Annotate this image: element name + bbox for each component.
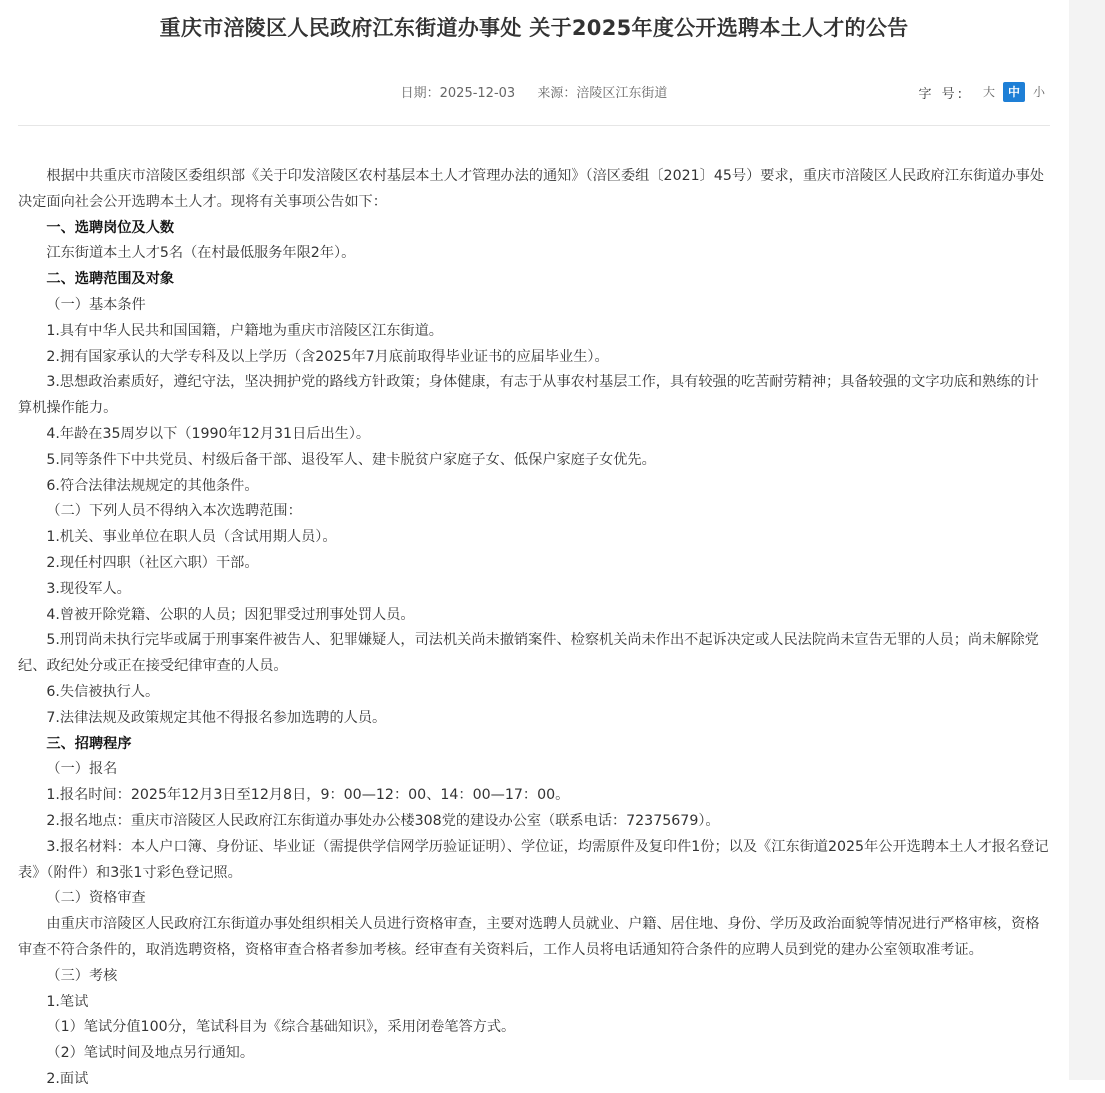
subsection-heading: （二）下列人员不得纳入本次选聘范围：: [46, 503, 302, 520]
article-page: [18, 0, 1050, 1087]
font-size-small-button[interactable]: 小: [1032, 85, 1045, 99]
list-item: 6.符合法律法规规定的其他条件。: [46, 477, 259, 494]
subsection-heading: （二）资格审查: [46, 890, 146, 907]
page-title: 重庆市涪陵区人民政府江东街道办事处 关于2025年度公开选聘本土人才的公告: [159, 16, 909, 40]
list-item: 6.失信被执行人。: [46, 683, 160, 700]
font-size-medium-button[interactable]: 中: [1003, 82, 1025, 102]
article-meta: [18, 82, 1050, 101]
article-body: [18, 164, 1050, 1093]
subsection-heading: （一）报名: [46, 761, 118, 778]
paragraph: 江东街道本土人才5名（在村最低服务年限2年）。: [46, 245, 356, 262]
section-heading: 三、招聘程序: [46, 735, 132, 752]
list-item: 2.面试: [46, 1070, 89, 1087]
list-item: 2.报名地点：重庆市涪陵区人民政府江东街道办事处办公楼308党的建设办公室（联系电话：72375679）。: [46, 812, 720, 829]
list-item: 1.具有中华人民共和国国籍，户籍地为重庆市涪陵区江东街道。: [46, 322, 443, 339]
section-heading: 一、选聘岗位及人数: [46, 219, 175, 236]
section-heading: 二、选聘范围及对象: [46, 271, 175, 288]
subsection-heading: （三）考核: [46, 967, 118, 984]
list-item: （1）笔试分值100分，笔试科目为《综合基础知识》，采用闭卷笔答方式。: [46, 1019, 516, 1036]
font-size-switcher: [918, 82, 1050, 102]
list-item: 1.报名时间：2025年12月3日至12月8日，9：00—12：00、14：00—17：00。: [46, 787, 570, 804]
font-size-label: 字 号:: [918, 86, 965, 102]
list-item: 4.年龄在35周岁以下（1990年12月31日后出生）。: [46, 425, 371, 442]
list-item: 4.曾被开除党籍、公职的人员；因犯罪受过刑事处罚人员。: [46, 606, 415, 623]
list-item: 2.现任村四职（社区六职）干部。: [46, 554, 259, 571]
list-item: 3.思想政治素质好，遵纪守法，坚决拥护党的路线方针政策；身体健康，有志于从事农村基层工作，具有较强的吃苦耐劳精神；具备较强的文字功底和熟练的计算机操作能力。: [18, 374, 1039, 417]
list-item: 1.笔试: [46, 993, 89, 1010]
list-item: 2.拥有国家承认的大学专科及以上学历（含2025年7月底前取得毕业证书的应届毕业生）。: [46, 348, 609, 365]
publish-date: 日期：2025-12-03: [400, 86, 516, 101]
list-item: 5.同等条件下中共党员、村级后备干部、退役军人、建卡脱贫户家庭子女、低保户家庭子女优先。: [46, 451, 656, 468]
paragraph: 根据中共重庆市涪陵区委组织部《关于印发涪陵区农村基层本土人才管理办法的通知》（涪区委组〔2021〕45号）要求，重庆市涪陵区人民政府江东街道办事处决定面向社会公开选聘本土人才。现将有关事项公告如下：: [18, 168, 1045, 210]
paragraph: 由重庆市涪陵区人民政府江东街道办事处组织相关人员进行资格审查，主要对选聘人员就业、户籍、居住地、身份、学历及政治面貌等情况进行严格审核，资格审查不符合条件的，取消选聘资格，资格审查合格者参加考核。经审查有关资料后，工作人员将电话通知符合条件的应聘人员到党的建办公室领取准考证。: [18, 916, 1040, 958]
list-item: 3.报名材料：本人户口簿、身份证、毕业证（需提供学信网学历验证证明）、学位证，均需原件及复印件1份；以及《江东街道2025年公开选聘本土人才报名登记表》（附件）和3张1寸彩色登记照。: [18, 838, 1049, 881]
font-size-large-button[interactable]: 大: [982, 85, 995, 99]
scrollbar-track[interactable]: [1069, 0, 1105, 1080]
article-source: 来源：涪陵区江东街道: [537, 86, 668, 101]
header-divider: [18, 125, 1050, 126]
list-item: 1.机关、事业单位在职人员（含试用期人员）。: [46, 529, 337, 546]
list-item: 3.现役军人。: [46, 580, 131, 597]
subsection-heading: （一）基本条件: [46, 296, 146, 313]
list-item: 5.刑罚尚未执行完毕或属于刑事案件被告人、犯罪嫌疑人，司法机关尚未撤销案件、检察机关尚未作出不起诉决定或人民法院尚未宣告无罪的人员；尚未解除党纪、政纪处分或正在接受纪律审查的人员。: [18, 632, 1039, 675]
list-item: （2）笔试时间及地点另行通知。: [46, 1045, 255, 1062]
list-item: 7.法律法规及政策规定其他不得报名参加选聘的人员。: [46, 709, 387, 726]
